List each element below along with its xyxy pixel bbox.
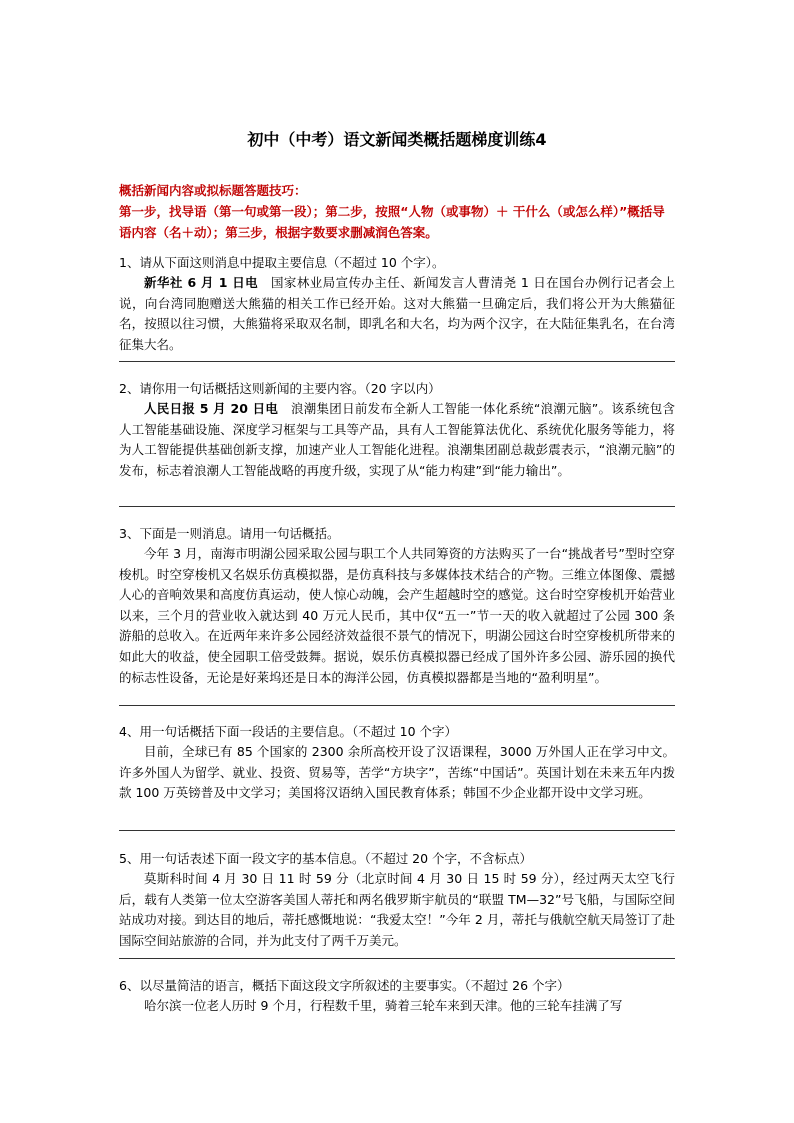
question-4	[119, 722, 675, 804]
news-dateline: 新华社 6 月 1 日电	[144, 275, 259, 290]
question-3	[119, 524, 675, 688]
news-text: 国家林业局宣传办主任、新闻发言人曹清尧 1 日在国台办例行记者会上说，向台湾同胞赠送大熊猫的相关工作已经开始。这对大熊猫一旦确定后，我们将公开为大熊猫征名，按照以往习惯，大熊猫将采取双名制，即乳名和大名，均为两个汉字，在大陆征集乳名，在台湾征集大名。	[119, 275, 675, 352]
question-prompt: 5、用一句话表述下面一段文字的基本信息。（不超过 20 个字，不含标点）	[119, 851, 533, 866]
tips-steps: 第一步，找导语（第一句或第一段）；第二步，按照“人物（或事物）＋ 干什么（或怎么样）”概括导语内容（名＋动）；第三步，根据字数要求删减润色答案。	[119, 204, 665, 240]
question-passage	[119, 399, 675, 481]
answer-line-1[interactable]	[119, 361, 675, 362]
question-prompt: 3、下面是一则消息。请用一句话概括。	[119, 526, 340, 541]
document-title: 初中（中考）语文新闻类概括题梯度训练4	[247, 130, 547, 149]
question-prompt: 2、请你用一句话概括这则新闻的主要内容。（20 字以内）	[119, 381, 441, 396]
news-text: 浪潮集团日前发布全新人工智能一体化系统“浪潮元脑”。该系统包含人工智能基础设施、深度学习框架与工具等产品，具有人工智能算法优化、系统优化服务等能力，将为人工智能提供基础创新支撑，加速产业人工智能化进程。浪潮集团副总裁彭震表示，“浪潮元脑”的发布，标志着浪潮人工智能战略的再度升级，实现了从“能力构建”到“能力输出”。	[119, 401, 675, 478]
question-passage: 哈尔滨一位老人历时 9 个月，行程数千里，骑着三轮车来到天津。他的三轮车挂满了写	[144, 998, 623, 1013]
question-passage: 莫斯科时间 4 月 30 日 11 时 59 分（北京时间 4 月 30 日 15 时 59 分），经过两天太空飞行后，载有人类第一位太空游客美国人蒂托和两名俄罗斯宇航员的“联盟 TM—32”号飞船，与国际空间站成功对接。到达目的地后，蒂托感慨地说：“我爱太空！”今年 2 月，蒂托与俄航空航天局签订了赴国际空间站旅游的合同，并为此支付了两千万美元。	[119, 871, 675, 948]
answer-line-4[interactable]	[119, 830, 675, 831]
question-1	[119, 253, 675, 355]
question-passage: 今年 3 月，南海市明湖公园采取公园与职工个人共同筹资的方法购买了一台“挑战者号”型时空穿梭机。时空穿梭机又名娱乐仿真模拟器，是仿真科技与多媒体技术结合的产物。三维立体图像、震撼人心的音响效果和高度仿真运动，使人惊心动魄，会产生超越时空的感觉。这台时空穿梭机开始营业以来，三个月的营业收入就达到 40 万元人民币，其中仅“五一”节一天的收入就超过了公园 300 条游船的总收入。在近两年来许多公园经济效益很不景气的情况下，明湖公园这台时空穿梭机所带来的如此大的收益，使全园职工倍受鼓舞。据说，娱乐仿真模拟器已经成了国外许多公园、游乐园的换代的标志性设备，无论是好莱坞还是日本的海洋公园，仿真模拟器都是当地的“盈利明星”。	[119, 546, 675, 685]
question-5	[119, 849, 675, 951]
question-passage	[119, 273, 675, 355]
answer-line-2[interactable]	[119, 506, 675, 507]
question-prompt: 1、请从下面这则消息中提取主要信息（不超过 10 个字）。	[119, 255, 445, 270]
answer-line-5[interactable]	[119, 958, 675, 959]
question-passage: 目前，全球已有 85 个国家的 2300 余所高校开设了汉语课程，3000 万外国人正在学习中文。许多外国人为留学、就业、投资、贸易等，苦学“方块字”，苦练“中国话”。英国计划在未来五年内拨款 100 万英镑普及中文学习；美国将汉语纳入国民教育体系；韩国不少企业都开设中文学习班。	[119, 744, 675, 801]
question-2	[119, 379, 675, 481]
question-prompt: 6、以尽量简洁的语言，概括下面这段文字所叙述的主要事实。（不超过 26 个字）	[119, 978, 570, 993]
news-dateline: 人民日报 5 月 20 日电	[144, 401, 279, 416]
question-6	[119, 976, 675, 1017]
question-prompt: 4、用一句话概括下面一段话的主要信息。（不超过 10 个字）	[119, 724, 458, 739]
answer-tips	[119, 180, 675, 243]
answer-line-3[interactable]	[119, 705, 675, 706]
tips-heading: 概括新闻内容或拟标题答题技巧：	[119, 183, 307, 198]
